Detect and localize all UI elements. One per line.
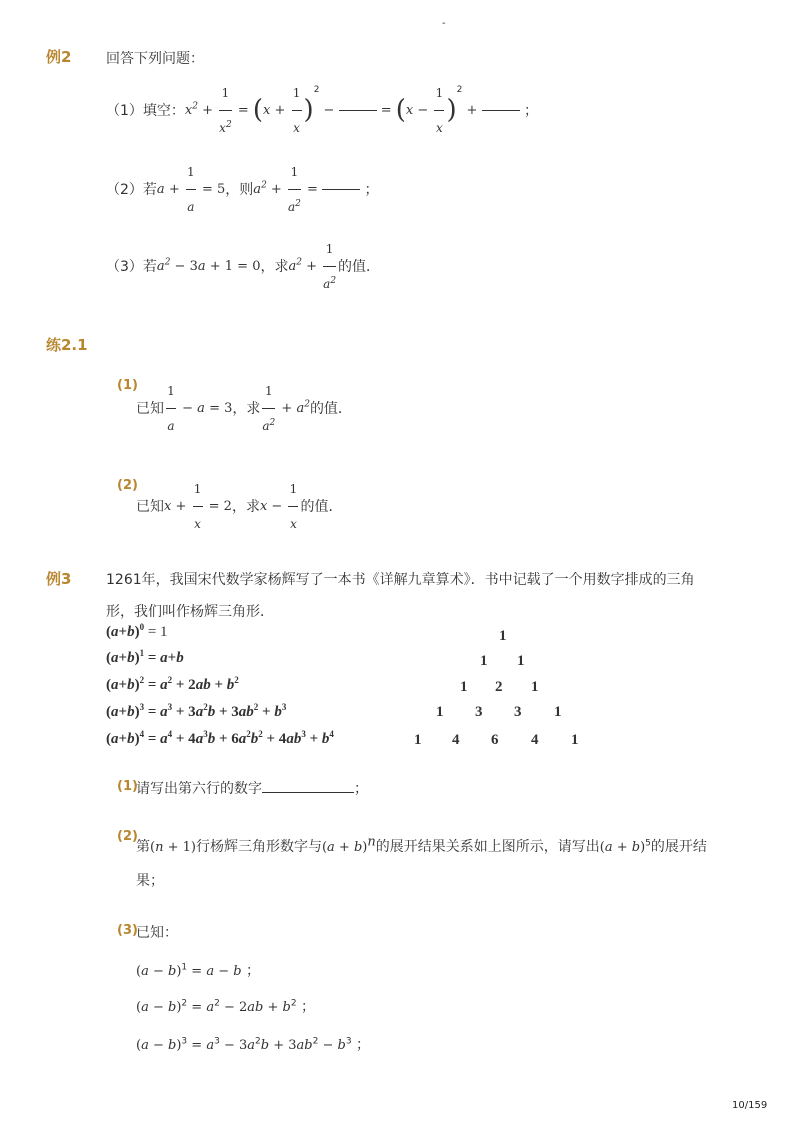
example-3-line-1: 1261年，我国宋代数学家杨辉写了一本书《详解九章算术》．书中记载了一个用数字排成的三角 [106, 572, 695, 588]
example-3-q2-line-2: 果； [136, 873, 164, 889]
triangle-r4-c4: 1 [571, 732, 579, 748]
binomial-row-1: $(a+b)^1 = a+b$ [106, 648, 184, 666]
example-3-q2-number: (2) [117, 829, 138, 844]
example-3-q3: 已知： [136, 925, 178, 941]
answer-blank[interactable] [322, 189, 360, 190]
triangle-r3-c2: 3 [514, 704, 522, 720]
example-2-intro: 回答下列问题： [106, 51, 204, 67]
example-2-tag: 例2 [46, 48, 72, 66]
practice-2-1-tag: 练2.1 [46, 336, 88, 354]
triangle-r4-c2: 6 [491, 732, 499, 748]
expansion-minus-2: $(a - b)^2 = a^2 - 2ab + b^2$ ； [136, 998, 316, 1015]
example-2-q2: （2）若 a + $\frac{1}{a}$ = 5 ，则 $a^2$ + $\frac{1}{a^2}$ = ； [106, 164, 379, 214]
binomial-row-3: $(a+b)^3 = a^3 + 3a^2b + 3ab^2 + b^3$ [106, 702, 287, 720]
expansion-minus-3: $(a - b)^3 = a^3 - 3a^2b + 3ab^2 - b^3$ ； [136, 1036, 371, 1053]
example-3-q1: 请写出第六行的数字 ； [136, 781, 368, 797]
example-2-q3: （3）若 $a^2$ − 3 a + 1 = 0 ，求 $a^2$ + $\frac{1}{a^2}$ 的值． [106, 241, 381, 291]
practice-q2-number: (2) [117, 478, 138, 493]
answer-blank[interactable] [262, 792, 354, 793]
triangle-r4-c0: 1 [414, 732, 422, 748]
example-3-tag: 例3 [46, 570, 72, 588]
triangle-r1-c0: 1 [480, 653, 488, 669]
header-mark: - [442, 18, 446, 29]
example-3-q2: 第(n + 1)行杨辉三角形数字与$(a + b)^n$的展开结果关系如上图所示，请写出$(a + b)^5$的展开结 [136, 834, 707, 855]
expansion-minus-1: $(a - b)^1 = a - b$ ； [136, 962, 261, 979]
page-number: 10/159 [732, 1100, 768, 1111]
triangle-r4-c3: 4 [531, 732, 539, 748]
answer-blank[interactable] [339, 110, 377, 111]
binomial-row-4: $(a+b)^4 = a^4 + 4a^3b + 6a^2b^2 + 4ab^3 + b^4$ [106, 729, 334, 747]
triangle-r2-c0: 1 [460, 679, 468, 695]
practice-q1: 已知 $\frac{1}{a}$ − a = 3 ，求 $\frac{1}{a^2}$ + $a^2$ 的值． [136, 383, 352, 433]
practice-q1-number: (1) [117, 378, 138, 393]
binomial-row-0: $(a+b)^0 = 1$ [106, 622, 168, 640]
triangle-r4-c1: 4 [452, 732, 460, 748]
triangle-r3-c3: 1 [554, 704, 562, 720]
answer-blank[interactable] [482, 110, 520, 111]
example-3-line-2: 形，我们叫作杨辉三角形． [106, 604, 274, 620]
practice-q2: 已知 x + $\frac{1}{x}$ = 2 ，求 x − $\frac{1}{x}$ 的值． [136, 481, 343, 531]
triangle-r3-c0: 1 [436, 704, 444, 720]
binomial-row-2: $(a+b)^2 = a^2 + 2ab + b^2$ [106, 675, 239, 693]
example-3-q1-number: (1) [117, 779, 138, 794]
triangle-r2-c1: 2 [495, 679, 503, 695]
triangle-r1-c1: 1 [517, 653, 525, 669]
example-3-q3-number: (3) [117, 923, 138, 938]
example-2-q1: （1）填空： $x^2$ + $\frac{1}{x^2}$ = ( x + $\frac{1}{x}$ ) 2 − = ( x − $\frac{1}{x}$ ) 2 + ； [106, 85, 538, 135]
triangle-r0-c0: 1 [499, 628, 507, 644]
fraction: $\frac{1}{x^2}$ [219, 85, 232, 135]
triangle-r2-c2: 1 [531, 679, 539, 695]
triangle-r3-c1: 3 [475, 704, 483, 720]
